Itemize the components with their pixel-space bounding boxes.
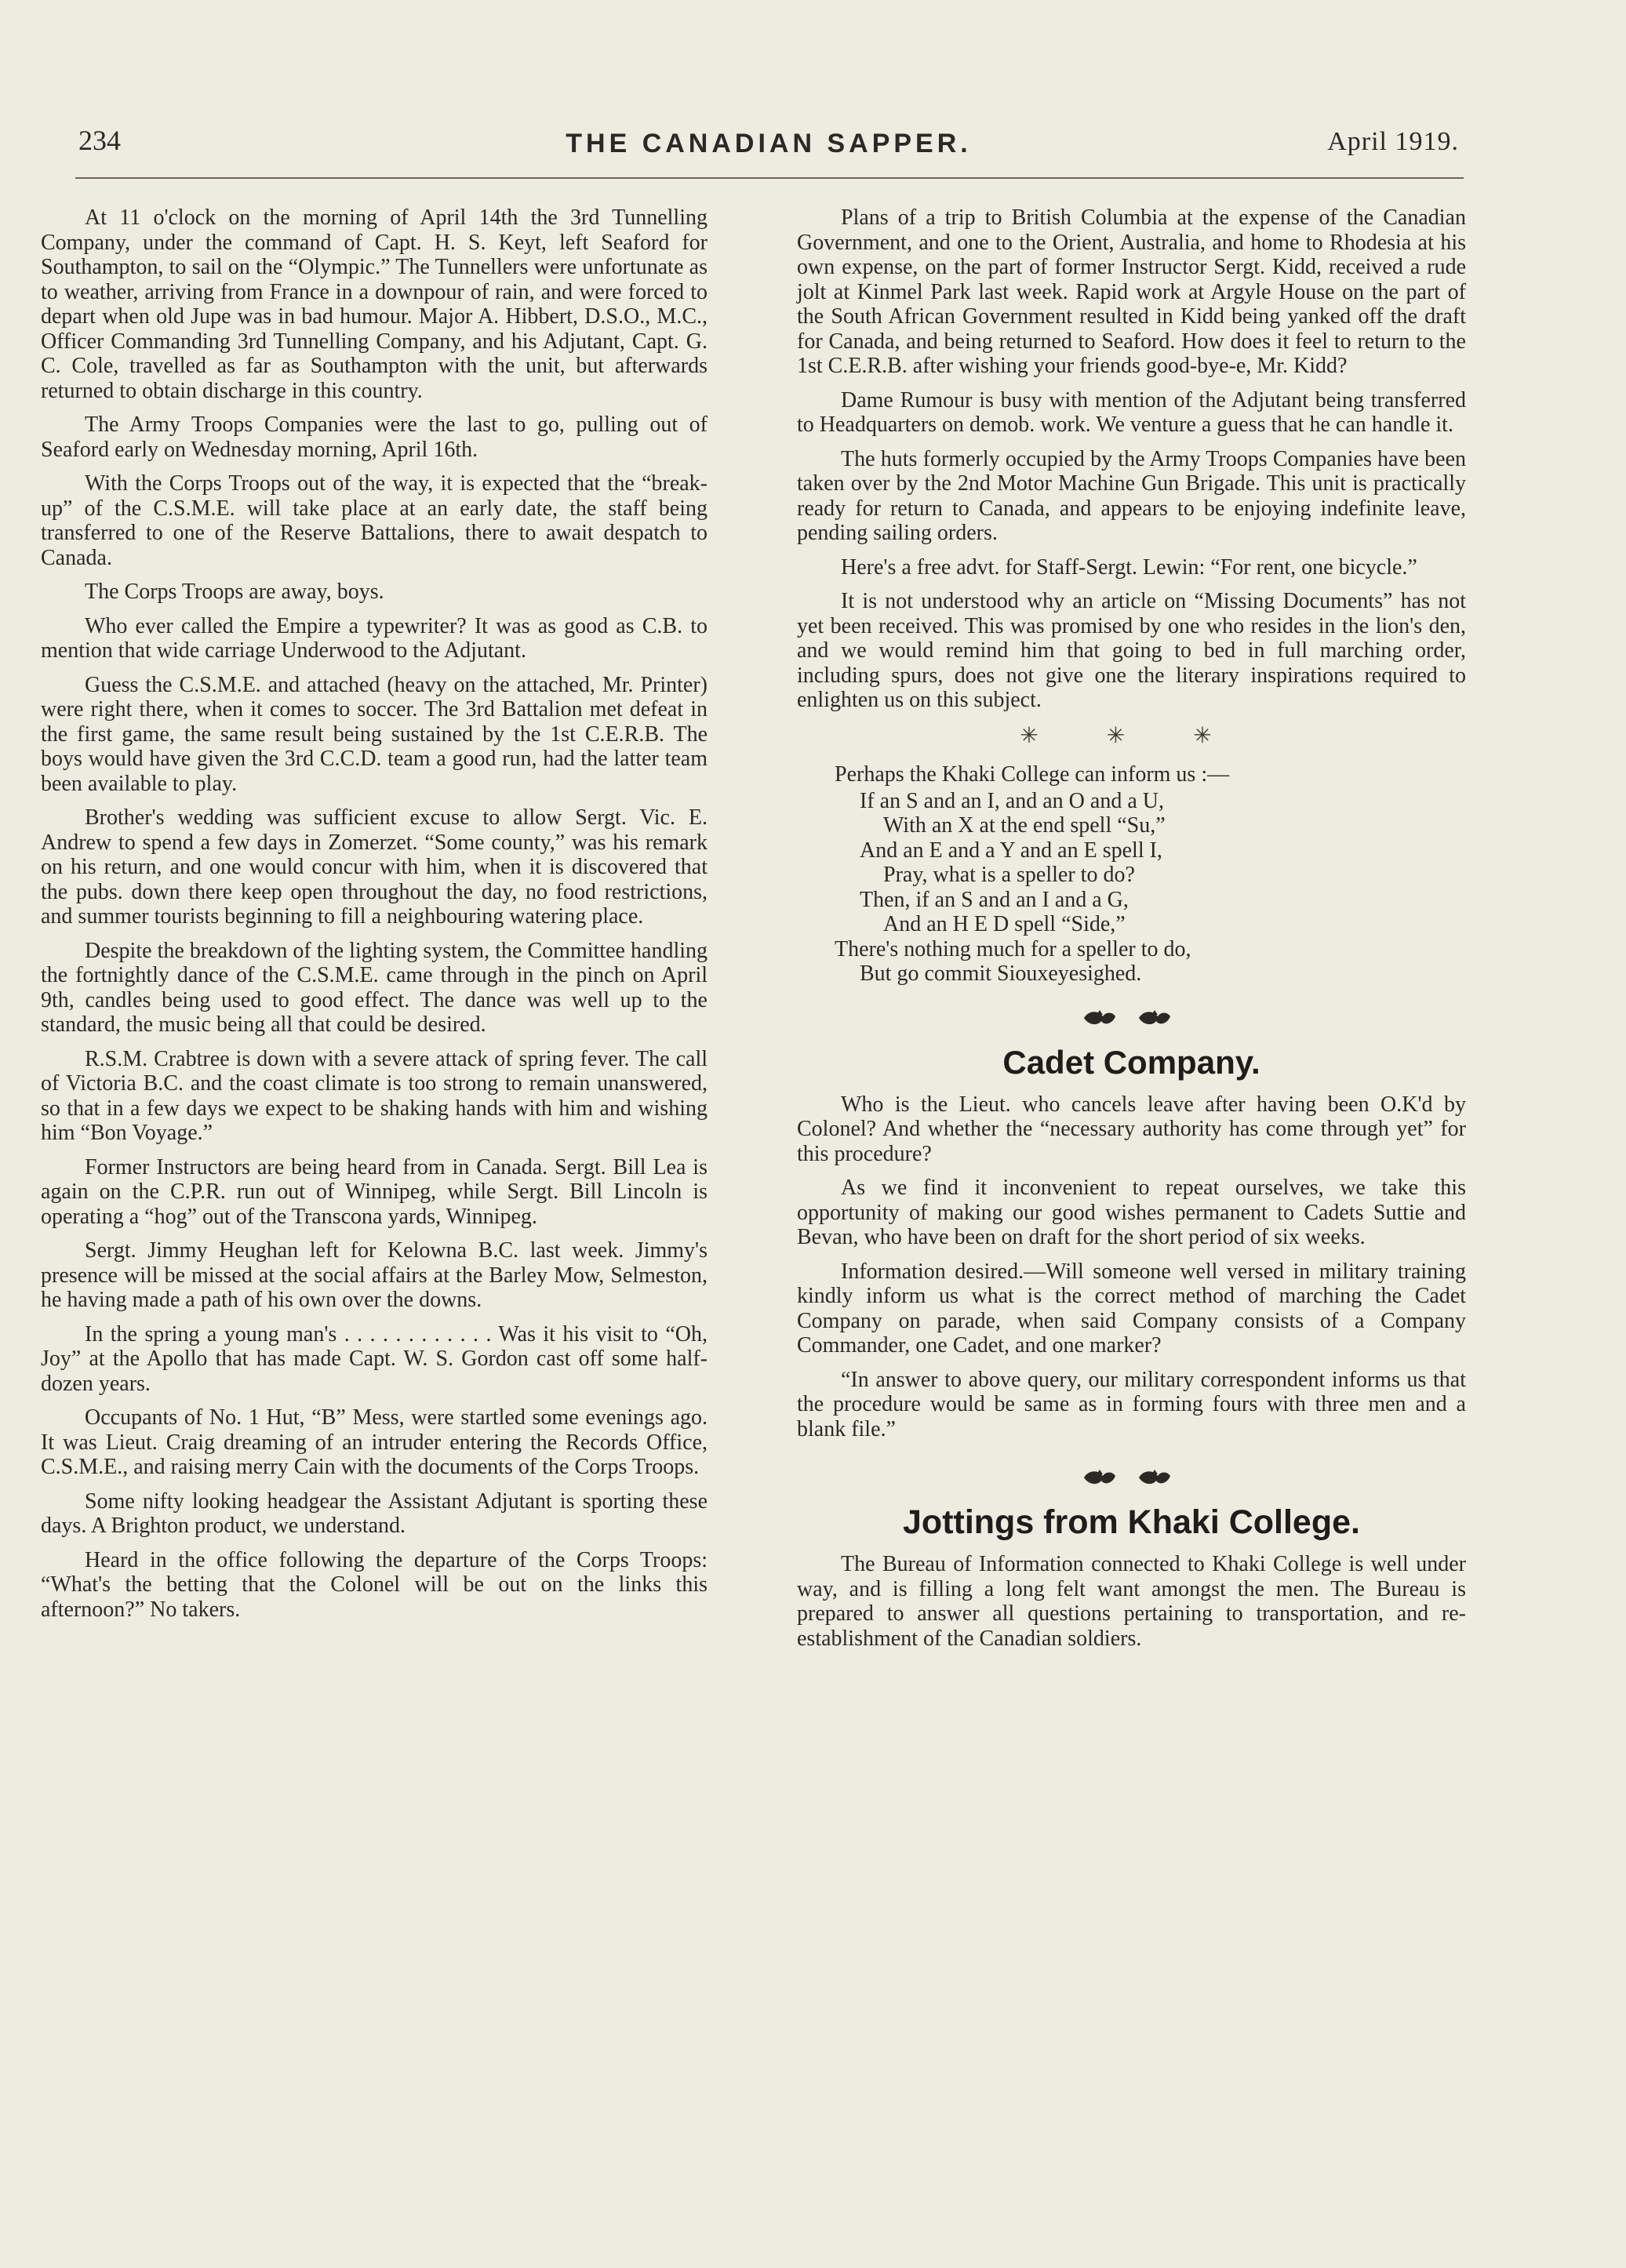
right-column-paragraphs bbox=[797, 205, 1466, 713]
poem-line: Pray, what is a speller to do? bbox=[883, 863, 1135, 887]
cadet-company-heading: Cadet Company. bbox=[1002, 1044, 1260, 1081]
khaki-college-section bbox=[797, 1552, 1466, 1651]
poem-line: And an H E D spell “Side,” bbox=[883, 912, 1126, 936]
masthead: THE CANADIAN SAPPER. bbox=[566, 129, 972, 158]
article-paragraph: At 11 o'clock on the morning of April 14th the 3rd Tunnelling Company, under the command of Capt. H. S. Keyt, left Seaford for Southampton, to sail on the “Olympic.” The Tunnellers were unfortunate as to weather, arriving from France in a downpour of rain, and were forced to depart when old Jupe was in bad humour. Major A. Hibbert, D.S.O., M.C., Officer Commanding 3rd Tunnelling Company, and his Adjutant, Capt. G. C. Cole, travelled as far as Southampton with the unit, but afterwards returned to obtain discharge in this country. bbox=[41, 205, 708, 403]
cadet-paragraph: Who is the Lieut. who cancels leave after having been O.K'd by Colonel? And whether the “necessary authority has come through yet” for this procedure? bbox=[797, 1092, 1466, 1166]
article-paragraph: In the spring a young man's . . . . . . . . . . . . Was it his visit to “Oh, Joy” at the Apollo that has made Capt. W. S. Gordon cast off some half-dozen years. bbox=[41, 1321, 708, 1396]
ornament-divider-2 bbox=[797, 1467, 1466, 1495]
header-rule bbox=[75, 177, 1464, 179]
poem-line: There's nothing much for a speller to do, bbox=[835, 936, 1191, 961]
cadet-paragraph: “In answer to above query, our military correspondent informs us that the procedure would be same as in forming fours with three men and a blank file.” bbox=[797, 1367, 1466, 1441]
article-paragraph: The Army Troops Companies were the last to go, pulling out of Seaford early on Wednesday morning, April 16th. bbox=[41, 413, 708, 462]
article-paragraph: It is not understood why an article on “Missing Documents” has not yet been received. This was promised by one who resides in the lion's den, and we would remind him that going to bed in full marching order, including spurs, does not give one the literary inspirations required to enlighten us on this subject. bbox=[797, 589, 1466, 712]
poem-line: Then, if an S and an I and a G, bbox=[860, 887, 1129, 912]
cadet-company-section bbox=[797, 1092, 1466, 1442]
poem-line: With an X at the end spell “Su,” bbox=[883, 813, 1166, 838]
article-paragraph: Former Instructors are being heard from in Canada. Sergt. Bill Lea is again on the C.P.R. run out of Winnipeg, while Sergt. Bill Lincoln is operating a “hog” out of the Transcona yards, Winnipeg. bbox=[41, 1154, 708, 1229]
ornament-icon bbox=[1081, 1467, 1183, 1488]
ornament-icon bbox=[1081, 1007, 1183, 1029]
article-paragraph: Some nifty looking headgear the Assistant Adjutant is sporting these days. A Brighton product, we understand. bbox=[41, 1488, 708, 1538]
ornament-divider bbox=[797, 1007, 1466, 1035]
article-paragraph: Sergt. Jimmy Heughan left for Kelowna B.C. last week. Jimmy's presence will be missed at the social affairs at the Barley Mow, Selmeston, he having made a path of his own over the downs. bbox=[41, 1238, 708, 1312]
poem-line: But go commit Siouxeyesighed. bbox=[860, 961, 1142, 986]
article-paragraph: Plans of a trip to British Columbia at the expense of the Canadian Government, and one to the Orient, Australia, and home to Rhodesia at his own expense, on the part of former Instructor Sergt. Kidd, received a rude jolt at Kinmel Park last week. Rapid work at Argyle House on the part of the South African Government resulted in Kidd being yanked off the draft for Canada, and being returned to Seaford. How does it feel to return to the 1st C.E.R.B. after wishing your friends good-bye-e, Mr. Kidd? bbox=[797, 205, 1466, 378]
poem-intro: Perhaps the Khaki College can inform us :— bbox=[835, 762, 1230, 787]
poem-line: If an S and an I, and an O and a U, bbox=[860, 788, 1164, 813]
article-paragraph: The huts formerly occupied by the Army Troops Companies have been taken over by the 2nd Motor Machine Gun Brigade. This unit is practically ready for return to Canada, and appears to be enjoying indefinite leave, pending sailing orders. bbox=[797, 446, 1466, 545]
article-paragraph: Despite the breakdown of the lighting system, the Committee handling the fortnightly dance of the C.S.M.E. came through in the pinch on April 9th, candles being used to good effect. The dance was well up to the standard, the music being all that could be desired. bbox=[41, 938, 708, 1037]
article-paragraph: R.S.M. Crabtree is down with a severe attack of spring fever. The call of Victoria B.C. and the coast climate is too strong to remain unanswered, so that in a few days we expect to be shaking hands with him and wishing him “Bon Voyage.” bbox=[41, 1046, 708, 1145]
article-paragraph: Who ever called the Empire a typewriter? It was as good as C.B. to mention that wide carriage Underwood to the Adjutant. bbox=[41, 613, 708, 663]
article-paragraph: Occupants of No. 1 Hut, “B” Mess, were startled some evenings ago. It was Lieut. Craig dreaming of an intruder entering the Records Office, C.S.M.E., and raising merry Cain with the documents of the Corps Troops. bbox=[41, 1405, 708, 1479]
article-paragraph: Here's a free advt. for Staff-Sergt. Lewin: “For rent, one bicycle.” bbox=[841, 554, 1417, 580]
poem-lines bbox=[797, 789, 1466, 987]
star-divider: ✳ ✳ ✳ bbox=[1020, 723, 1243, 748]
cadet-paragraph: Information desired.—Will someone well versed in military training kindly inform us what is the correct method of marching the Cadet Company on parade, when said Company consists of a Company Commander, one Cadet, and one marker? bbox=[797, 1259, 1466, 1358]
right-column bbox=[797, 205, 1466, 1660]
article-paragraph: The Corps Troops are away, boys. bbox=[85, 580, 384, 604]
article-paragraph: With the Corps Troops out of the way, it is expected that the “break-up” of the C.S.M.E. will take place at an early date, the staff being transferred to one of the Reserve Battalions, there to await despatch to Canada. bbox=[41, 471, 708, 570]
page-number: 234 bbox=[78, 125, 121, 156]
article-paragraph: Brother's wedding was sufficient excuse to allow Sergt. Vic. E. Andrew to spend a few days in Zomerzet. “Some county,” was his remark on his return, and one would concur with him, when it is discovered that the pubs. down there keep open throughout the day, no food restrictions, and summer tourists beginning to fill a neighbouring watering place. bbox=[41, 805, 708, 929]
issue-date: April 1919. bbox=[1327, 127, 1459, 156]
page-header bbox=[78, 124, 1459, 171]
khaki-paragraph: The Bureau of Information connected to Khaki College is well under way, and is filling a long felt want amongst the men. The Bureau is prepared to answer all questions pertaining to transportation, and re-establishment of the Canadian soldiers. bbox=[797, 1552, 1466, 1651]
left-column bbox=[41, 205, 708, 1631]
article-paragraph: Heard in the office following the departure of the Corps Troops: “What's the betting that the Colonel will be out on the links this afternoon?” No takers. bbox=[41, 1547, 708, 1622]
cadet-paragraph: As we find it inconvenient to repeat ourselves, we take this opportunity of making our good wishes permanent to Cadets Suttie and Bevan, who have been on draft for the short period of six weeks. bbox=[797, 1176, 1466, 1249]
article-paragraph: Dame Rumour is busy with mention of the Adjutant being transferred to Headquarters on demob. work. We venture a guess that he can handle it. bbox=[797, 387, 1466, 437]
khaki-college-heading: Jottings from Khaki College. bbox=[903, 1503, 1360, 1541]
poem-line: And an E and a Y and an E spell I, bbox=[860, 838, 1162, 863]
poem bbox=[797, 762, 1466, 987]
article-paragraph: Guess the C.S.M.E. and attached (heavy on the attached, Mr. Printer) were right there, when it comes to soccer. The 3rd Battalion met defeat in the first game, the same result being sustained by the 1st C.E.R.B. The boys would have given the 3rd C.C.D. team a good run, had the latter team been available to play. bbox=[41, 672, 708, 796]
